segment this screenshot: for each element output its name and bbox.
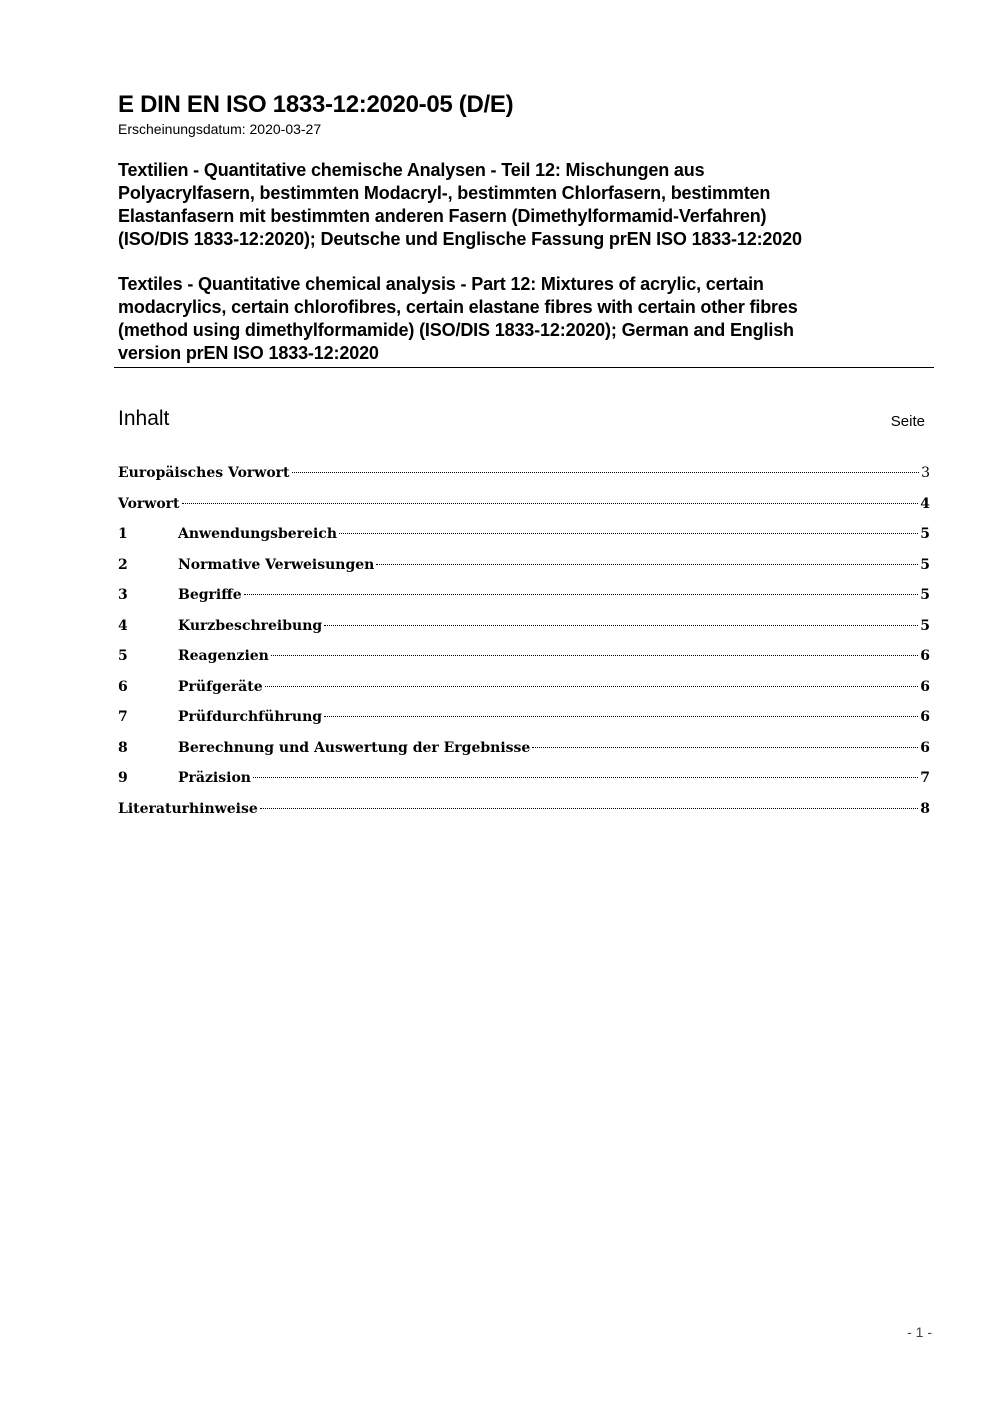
toc-dot-leader bbox=[253, 777, 918, 778]
toc-dot-leader bbox=[324, 625, 918, 626]
title-english-line: version prEN ISO 1833-12:2020 bbox=[118, 343, 379, 363]
title-german-line: Textilien - Quantitative chemische Analysen - Teil 12: Mischungen aus bbox=[118, 160, 705, 180]
toc-entry-page: 7 bbox=[920, 770, 930, 786]
toc-entry-page: 5 bbox=[920, 556, 930, 573]
title-german-line: (ISO/DIS 1833-12:2020); Deutsche und Englische Fassung prEN ISO 1833-12:2020 bbox=[118, 229, 802, 249]
toc-entry-number: 3 bbox=[118, 587, 128, 603]
toc-dot-leader bbox=[339, 533, 918, 534]
toc-dot-leader bbox=[532, 747, 918, 748]
page-column-label: Seite bbox=[890, 413, 925, 430]
page-number: - 1 - bbox=[907, 1324, 932, 1340]
toc-entry-title: Begriffe bbox=[178, 587, 242, 603]
toc-entry-number: 7 bbox=[118, 709, 128, 725]
toc-entry-page: 4 bbox=[920, 495, 930, 512]
toc-entry-section-6[interactable] bbox=[118, 675, 930, 706]
toc-dot-leader bbox=[324, 716, 918, 717]
toc-entry-title: Vorwort bbox=[118, 495, 180, 512]
toc-entry-number: 9 bbox=[118, 770, 128, 786]
toc-entry-page: 6 bbox=[920, 678, 930, 695]
toc-entry-page: 6 bbox=[920, 648, 930, 664]
toc-entry-page: 6 bbox=[920, 739, 930, 756]
toc-entry-title: Anwendungsbereich bbox=[178, 526, 337, 542]
toc-entry-page: 5 bbox=[920, 587, 930, 603]
toc-dot-leader bbox=[292, 472, 920, 473]
toc-entry-number: 8 bbox=[118, 739, 128, 756]
title-german bbox=[118, 159, 918, 251]
contents-heading: Inhalt bbox=[118, 407, 170, 430]
toc-entry-section-8[interactable] bbox=[118, 736, 930, 767]
toc-entry-section-7[interactable] bbox=[118, 705, 930, 736]
toc-entry-page: 5 bbox=[920, 526, 930, 542]
toc-dot-leader bbox=[271, 655, 918, 656]
toc-entry-number: 2 bbox=[118, 556, 128, 573]
toc-dot-leader bbox=[260, 808, 919, 809]
toc-entry-section-1[interactable] bbox=[118, 522, 930, 553]
title-german-line: Polyacrylfasern, bestimmten Modacryl-, bestimmten Chlorfasern, bestimmten bbox=[118, 183, 771, 203]
toc-entry-title: Kurzbeschreibung bbox=[178, 617, 323, 634]
table-of-contents bbox=[118, 461, 930, 827]
toc-dot-leader bbox=[265, 686, 919, 687]
toc-entry-title: Prüfgeräte bbox=[178, 678, 263, 695]
title-english bbox=[118, 273, 918, 365]
toc-entry-section-4[interactable] bbox=[118, 614, 930, 645]
publication-date: Erscheinungsdatum: 2020-03-27 bbox=[118, 121, 322, 137]
toc-entry-number: 4 bbox=[118, 617, 128, 634]
toc-entry-section-2[interactable] bbox=[118, 553, 930, 584]
toc-entry-page: 5 bbox=[920, 617, 930, 634]
toc-entry-section-3[interactable] bbox=[118, 583, 930, 614]
toc-entry-title: Prüfdurchführung bbox=[178, 709, 323, 725]
toc-dot-leader bbox=[182, 503, 919, 504]
toc-entry-europaeisches-vorwort[interactable] bbox=[118, 461, 930, 492]
toc-dot-leader bbox=[376, 564, 918, 565]
title-english-line: Textiles - Quantitative chemical analysis - Part 12: Mixtures of acrylic, certain bbox=[118, 274, 764, 294]
title-english-line: modacrylics, certain chlorofibres, certain elastane fibres with certain other fibres bbox=[118, 297, 798, 317]
toc-entry-title: Normative Verweisungen bbox=[178, 556, 375, 573]
title-german-line: Elastanfasern mit bestimmten anderen Fasern (Dimethylformamid-Verfahren) bbox=[118, 206, 767, 226]
toc-entry-page: 3 bbox=[921, 465, 930, 481]
toc-entry-vorwort[interactable] bbox=[118, 492, 930, 523]
title-english-line: (method using dimethylformamide) (ISO/DIS 1833-12:2020); German and English bbox=[118, 320, 794, 340]
header-divider bbox=[114, 367, 934, 368]
toc-entry-title: Literaturhinweise bbox=[118, 800, 258, 817]
toc-entry-title: Berechnung und Auswertung der Ergebnisse bbox=[178, 739, 531, 756]
toc-entry-title: Präzision bbox=[178, 770, 251, 786]
toc-entry-number: 6 bbox=[118, 678, 128, 695]
toc-entry-page: 6 bbox=[920, 709, 930, 725]
toc-entry-section-5[interactable] bbox=[118, 644, 930, 675]
toc-entry-number: 5 bbox=[118, 648, 128, 664]
toc-entry-literaturhinweise[interactable] bbox=[118, 797, 930, 828]
toc-entry-title: Reagenzien bbox=[178, 648, 269, 664]
toc-dot-leader bbox=[244, 594, 919, 595]
toc-entry-number: 1 bbox=[118, 526, 128, 542]
toc-entry-section-9[interactable] bbox=[118, 766, 930, 797]
toc-entry-page: 8 bbox=[920, 800, 930, 817]
toc-entry-title: Europäisches Vorwort bbox=[118, 465, 290, 481]
document-id: E DIN EN ISO 1833-12:2020-05 (D/E) bbox=[118, 91, 514, 118]
